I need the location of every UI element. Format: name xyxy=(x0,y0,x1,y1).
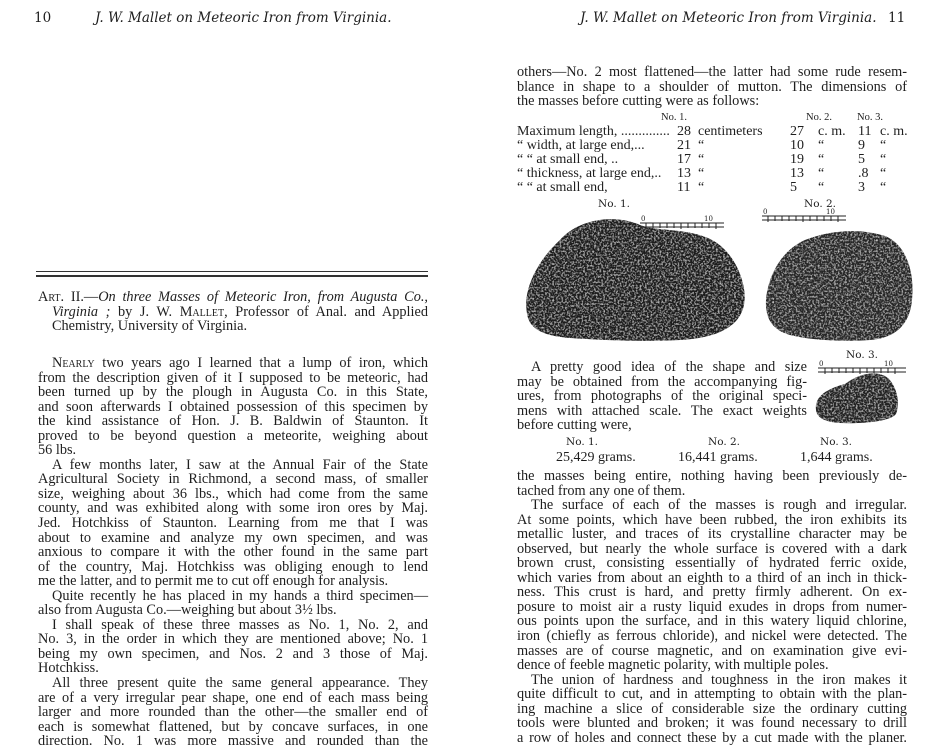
scale-no2-start: 0 xyxy=(763,208,768,216)
table-cell-unit3: “ xyxy=(880,180,887,195)
text-line: tools were blunted and broken; it was found necessary to drill xyxy=(517,715,907,732)
weight-label-no2: No. 2. xyxy=(708,436,741,448)
text-line: A few months later, I saw at the Annual Fair of the State xyxy=(52,456,428,473)
table-cell-no2: 27 xyxy=(790,124,804,139)
text-line: ures, from photographs of the original speci- xyxy=(517,388,807,405)
text-line: been turned up by the plough in Augusta Co. in this State, xyxy=(38,384,428,401)
text-line: posure to moist air a rusty liquid exudes in drops from numer- xyxy=(517,598,907,615)
text-line: mens with attached scale. The exact weights xyxy=(517,402,807,419)
scale-no3-end: 10 xyxy=(884,360,893,368)
scale-no3-start: 0 xyxy=(819,360,824,368)
text-line: the masses before cutting were as follows: xyxy=(517,93,760,110)
table-header-no1: No. 1. xyxy=(661,112,687,123)
text-line: 56 lbs. xyxy=(38,442,77,459)
figure-label-no3: No. 3. xyxy=(846,349,879,361)
text-line: of the country, Maj. Hotchkiss was obliging enough to lend xyxy=(38,558,428,575)
table-cell-unit2: c. m. xyxy=(818,124,846,139)
text-line: being my own specimen, and Nos. 2 and 3 those of Maj. xyxy=(38,645,428,662)
meteorite-no2-image xyxy=(762,208,913,341)
lead-word: Nearly xyxy=(52,355,95,371)
text-line: iron (chiefly as ferrous chloride), and nickel were detected. The xyxy=(517,628,907,645)
text-line: county, and was exhibited along with some iron ores by Maj. xyxy=(38,500,428,517)
text-line: direction. No. 1 was more massive and rounded than the xyxy=(38,733,428,750)
author-affiliation: Chemistry, University of Virginia. xyxy=(52,318,248,335)
title-by: by J. W. xyxy=(110,303,180,320)
text-line: masses are of course magnetic, and on examination give evi- xyxy=(517,642,907,659)
text-line: the masses being entire, nothing having been previously de- xyxy=(517,468,907,484)
text-line: ing machine a slice of considerable size the ordinary cutting xyxy=(517,700,907,717)
table-cell-label: “ width, at large end,... xyxy=(517,138,645,153)
table-cell-no2: 13 xyxy=(790,166,804,181)
text-line: dence of feeble magnetic polarity, with multiple poles. xyxy=(517,657,829,674)
table-cell-label: “ “ at small end, .. xyxy=(517,152,619,167)
text-line: proved to be beyond question a meteorite, weighing about xyxy=(38,427,428,444)
table-cell-no1: 28 xyxy=(677,124,691,139)
text-line: from the description given of it I supposed to be meteoric, had xyxy=(38,369,428,386)
scale-no2-end: 10 xyxy=(826,208,835,216)
figure-label-no2: No. 2. xyxy=(804,198,837,210)
left-page-number: 10 xyxy=(34,10,52,26)
table-cell-unit3: “ xyxy=(880,138,887,153)
table-cell-unit3: “ xyxy=(880,166,887,181)
meteorite-no1-image xyxy=(526,215,745,341)
text-line: blance in shape to a shoulder of mutton. The dimensions of xyxy=(517,78,907,95)
scale-no1-start: 0 xyxy=(641,215,646,223)
text-line: size, weighing about 36 lbs., which had come from the same xyxy=(38,485,428,502)
text-line: tached from any one of them. xyxy=(517,482,686,499)
text-line: quite difficult to cut, and in attempting to obtain with the plan- xyxy=(517,686,907,703)
table-cell-no2: 19 xyxy=(790,152,804,167)
text-line: which varies from about an eighth to a third of an inch in thick- xyxy=(517,569,907,586)
text-line: the kind assistance of Hon. J. B. Baldwin of Staunton. It xyxy=(38,413,428,430)
title-italic-2: Virginia ; xyxy=(52,303,111,320)
table-cell-unit1: centimeters xyxy=(698,124,763,139)
text-line: a row of holes and connect these by a cut made with the planer. xyxy=(517,729,907,746)
text-line: The union of hardness and toughness in the iron makes it xyxy=(531,671,907,688)
figure-paragraph xyxy=(517,360,807,433)
table-cell-no3: 9 xyxy=(858,138,865,153)
text-line: I shall speak of these three masses as No. 1, No. 2, and xyxy=(52,616,428,633)
text-line: brown crust, consisting essentially of hydrated ferric oxide, xyxy=(517,555,907,572)
table-cell-unit3: “ xyxy=(880,152,887,167)
text-line: about to examine and analyze my own specimen, and was xyxy=(38,529,428,546)
table-cell-no1: 13 xyxy=(677,166,691,181)
text-line: ous points upon the surface, and in this watery liquid chlorine, xyxy=(517,613,907,630)
table-cell-no3: .8 xyxy=(858,166,869,181)
table-cell-unit1: “ xyxy=(698,152,705,167)
text-line: Quite recently he has placed in my hands a third specimen— xyxy=(52,587,428,604)
text-line: others—No. 2 most flattened—the latter had some rude resem- xyxy=(517,64,907,80)
table-cell-no3: 5 xyxy=(858,152,865,167)
text-line: A pretty good idea of the shape and size xyxy=(531,359,807,375)
table-cell-label: “ “ at small end, xyxy=(517,180,608,195)
title-italic: On three Masses of Meteoric Iron, from Augusta Co., xyxy=(98,289,429,305)
text-line: may be obtained from the accompanying fig- xyxy=(517,373,807,390)
table-cell-unit2: “ xyxy=(818,166,825,181)
text-line: Hotchkiss. xyxy=(38,660,99,677)
table-cell-no1: 17 xyxy=(677,152,691,167)
table-cell-unit2: “ xyxy=(818,152,825,167)
table-cell-unit1: “ xyxy=(698,166,705,181)
text-line: are of a very irregular pear shape, one end of each mass being xyxy=(38,689,428,706)
scale-no1-end: 10 xyxy=(704,215,713,223)
weight-value-no3: 1,644 grams. xyxy=(800,450,873,465)
table-cell-no3: 11 xyxy=(858,124,872,139)
text-line: No. 3, in the order in which they are mentioned above; No. 1 xyxy=(38,631,428,648)
text-line: ness. This crust is hard, and pretty firmly adherent. On ex- xyxy=(517,584,907,601)
table-header-no2: No. 2. xyxy=(806,112,832,123)
meteorite-no3-image xyxy=(816,360,906,423)
text-line: me the latter, and to permit me to cut off enough for analysis. xyxy=(38,573,389,590)
author-title: , Professor of Anal. and Applied xyxy=(224,303,428,320)
author-name: Mallet xyxy=(179,303,225,320)
table-cell-no1: 21 xyxy=(677,138,691,153)
table-cell-no2: 5 xyxy=(790,180,797,195)
figure-label-no1: No. 1. xyxy=(598,198,631,210)
table-cell-label: “ thickness, at large end,.. xyxy=(517,166,662,181)
text-line: and soon afterwards I obtained possession of this specimen by xyxy=(38,398,428,415)
table-cell-unit1: “ xyxy=(698,180,705,195)
table-cell-unit1: “ xyxy=(698,138,705,153)
text-line: Jed. Hotchkiss of Staunton. Learning from me that I was xyxy=(38,515,428,532)
table-header-no3: No. 3. xyxy=(857,112,883,123)
text-line: anxious to compare it with the other found in the same part xyxy=(38,544,428,561)
scale-bar-no2 xyxy=(762,216,846,222)
right-running-head: J. W. Mallet on Meteoric Iron from Virginia. xyxy=(580,10,877,26)
weight-label-no1: No. 1. xyxy=(566,436,599,448)
right-body xyxy=(517,469,907,745)
table-cell-no2: 10 xyxy=(790,138,804,153)
text-line: All three present quite the same general appearance. They xyxy=(52,675,428,692)
text-line: observed, but nearly the whole surface is covered with a dark xyxy=(517,540,907,557)
text-line: larger and more rounded than the other—the smaller end of xyxy=(38,704,428,721)
table-cell-unit2: “ xyxy=(818,138,825,153)
text-line: At some points, which have been rubbed, the iron exhibits its xyxy=(517,511,907,528)
text-line: Agricultural Society in Richmond, a second mass, of smaller xyxy=(38,471,428,488)
line-text: two years ago I learned that a lump of iron, which xyxy=(94,355,428,371)
text-line: metallic luster, and traces of its crystalline character may be xyxy=(517,526,907,543)
table-cell-unit2: “ xyxy=(818,180,825,195)
weight-value-no2: 16,441 grams. xyxy=(678,450,758,465)
text-line: The surface of each of the masses is rough and irregular. xyxy=(531,497,907,514)
left-running-head: J. W. Mallet on Meteoric Iron from Virginia. xyxy=(95,10,392,26)
table-cell-unit3: c. m. xyxy=(880,124,908,139)
weight-label-no3: No. 3. xyxy=(820,436,853,448)
text-line: before cutting were, xyxy=(517,417,632,434)
table-cell-no1: 11 xyxy=(677,180,691,195)
text-line: each is somewhat flattened, but by concave surfaces, in one xyxy=(38,718,428,735)
article-number: Art. II.— xyxy=(38,289,99,305)
weight-value-no1: 25,429 grams. xyxy=(556,450,636,465)
table-cell-no3: 3 xyxy=(858,180,865,195)
text-line: also from Augusta Co.—weighing but about 3½ lbs. xyxy=(38,602,337,619)
table-cell-label: Maximum length, .............. xyxy=(517,124,670,139)
right-page-number: 11 xyxy=(888,10,906,26)
scale-bar-no3 xyxy=(818,368,906,374)
